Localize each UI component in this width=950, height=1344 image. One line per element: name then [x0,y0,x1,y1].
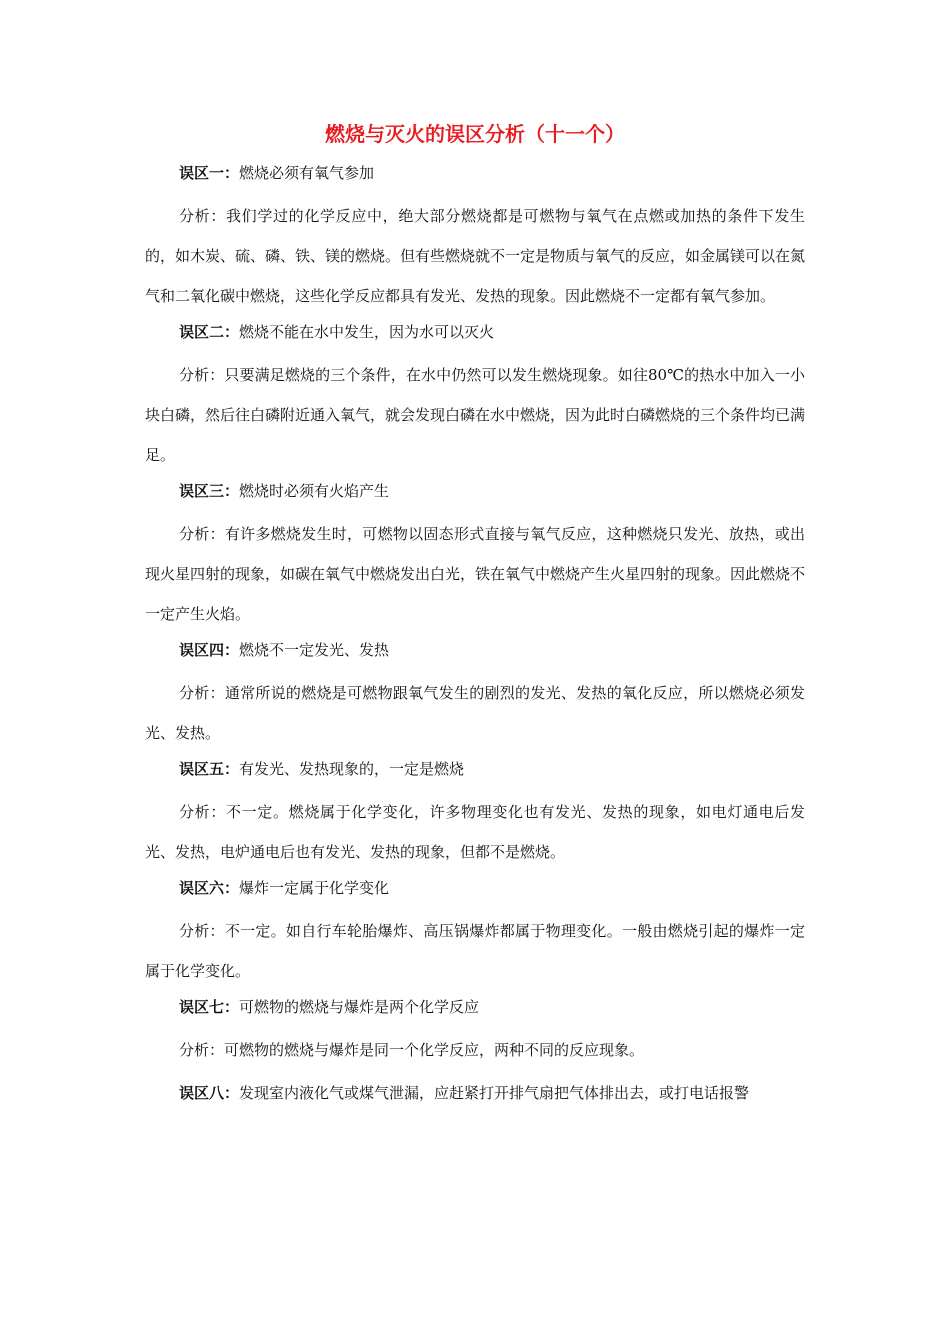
analysis-paragraph-2: 分析：只要满足燃烧的三个条件，在水中仍然可以发生燃烧现象。如往80℃的热水中加入一小块白磷，然后往白磷附近通入氧气，就会发现白磷在水中燃烧，因为此时白磷燃烧的三个条件均已满足。 [145,366,806,464]
myth-claim: 燃烧不一定发光、发热 [239,641,390,659]
document-body [145,160,805,1113]
myth-label: 误区四： [179,641,240,659]
myth-label: 误区六： [179,879,240,897]
myth-heading-2 [145,319,805,345]
analysis-paragraph-1: 分析：我们学过的化学反应中，绝大部分燃烧都是可燃物与氧气在点燃或加热的条件下发生的，如木炭、硫、磷、铁、镁的燃烧。但有些燃烧就不一定是物质与氧气的反应，如金属镁可以在氮气和二氧化碳中燃烧，这些化学反应都具有发光、发热的现象。因此燃烧不一定都有氧气参加。 [145,207,806,305]
myth-claim: 燃烧必须有氧气参加 [239,164,375,182]
analysis-paragraph-5: 分析：不一定。燃烧属于化学变化，许多物理变化也有发光、发热的现象，如电灯通电后发光、发热，电炉通电后也有发光、发热的现象，但都不是燃烧。 [145,803,805,861]
myth-heading-6 [145,875,805,901]
analysis-paragraph-4: 分析：通常所说的燃烧是可燃物跟氧气发生的剧烈的发光、发热的氧化反应，所以燃烧必须发光、发热。 [145,684,805,742]
myth-claim: 燃烧时必须有火焰产生 [239,482,390,500]
myth-label: 误区二： [179,323,240,341]
myth-claim: 有发光、发热现象的，一定是燃烧 [239,760,465,778]
myth-heading-1 [145,160,805,186]
analysis-paragraph-6: 分析：不一定。如自行车轮胎爆炸、高压锅爆炸都属于物理变化。一般由燃烧引起的爆炸一定属于化学变化。 [145,922,805,980]
myth-claim: 爆炸一定属于化学变化 [239,879,390,897]
myth-label: 误区五： [179,760,240,778]
myth-label: 误区八： [179,1084,240,1102]
myth-heading-5 [145,756,805,782]
myth-label: 误区一： [179,164,240,182]
myth-heading-3 [145,478,805,504]
myth-heading-7 [145,994,805,1020]
myth-label: 误区七： [179,998,240,1016]
myth-heading-4 [145,637,805,663]
myth-label: 误区三： [179,482,240,500]
myth-heading-8 [145,1073,805,1113]
analysis-paragraph-7: 分析：可燃物的燃烧与爆炸是同一个化学反应，两种不同的反应现象。 [179,1041,645,1059]
analysis-paragraph-3: 分析：有许多燃烧发生时，可燃物以固态形式直接与氧气反应，这种燃烧只发光、放热，或出现火星四射的现象，如碳在氧气中燃烧发出白光，铁在氧气中燃烧产生火星四射的现象。因此燃烧不一定产生火焰。 [145,525,806,623]
document-title: 燃烧与灭火的误区分析（十一个） [325,122,625,146]
myth-claim: 发现室内液化气或煤气泄漏，应赶紧打开排气扇把气体排出去，或打电话报警 [239,1084,750,1102]
myth-claim: 燃烧不能在水中发生，因为水可以灭火 [239,323,495,341]
myth-claim: 可燃物的燃烧与爆炸是两个化学反应 [239,998,480,1016]
